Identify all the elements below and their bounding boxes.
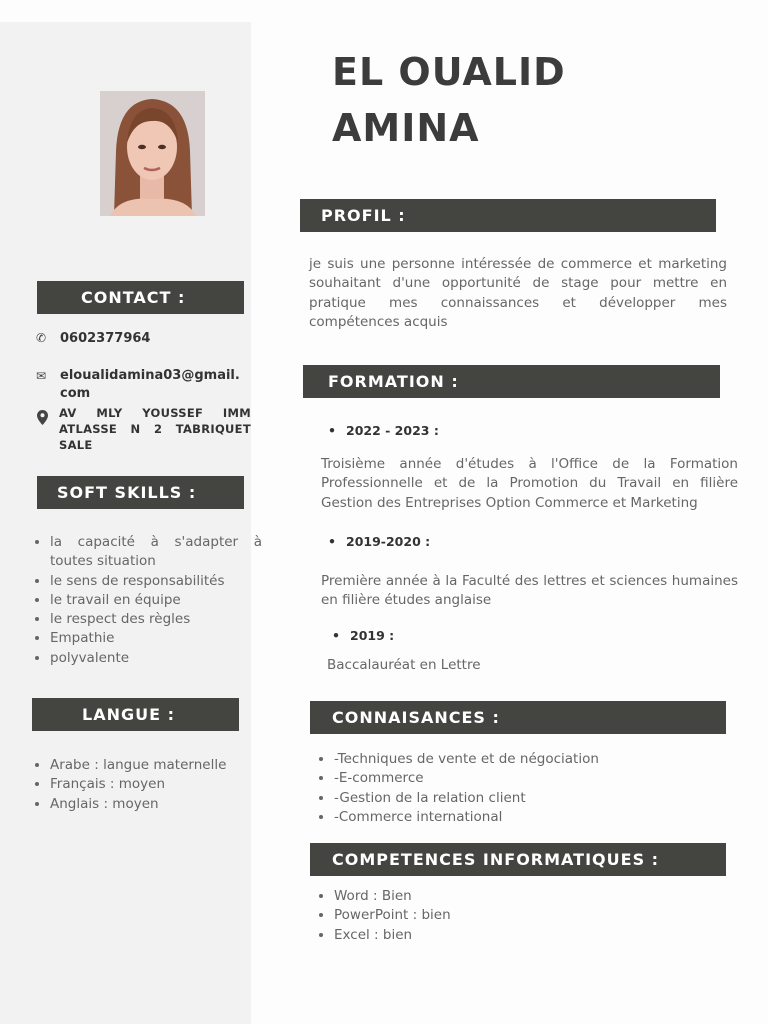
list-item: • le travail en équipe [50,591,262,610]
profil-text: je suis une personne intéressée de commerce et marketing souhaitant d'une opportunité de stage pour mettre en pratique mes connaissances et développer mes compétences acquis [309,256,727,330]
name-line-2: AMINA [332,106,480,150]
soft-skills-list [32,533,262,668]
list-item: • PowerPoint : bien [334,906,734,925]
formation-year: • 2022 - 2023 : [328,423,439,438]
list-item: • -Techniques de vente et de négociation [334,750,734,769]
name-line-1: EL OUALID [332,50,566,94]
section-header-profil [300,199,716,232]
section-header-connaisances [310,701,726,734]
envelope-icon: ✉ [36,369,47,383]
contact-address: AV MLY YOUSSEF IMM ATLASSE N 2 TABRIQUET SALE [59,406,251,452]
list-item: • Word : Bien [334,887,734,906]
section-title: PROFIL : [321,206,406,225]
formation-description: Baccalauréat en Lettre [327,657,481,673]
email-line-1: eloualidamina03@gmail. [60,368,240,383]
list-item: • -E-commerce [334,769,734,788]
list-item: • Empathie [50,629,262,648]
section-header-soft-skills [37,476,244,509]
section-header-contact [37,281,244,314]
contact-phone [36,331,150,346]
list-item: • Français : moyen [50,775,262,794]
list-item: • Arabe : langue maternelle [50,756,262,775]
section-title: CONNAISANCES : [332,708,500,727]
formation-year: • 2019-2020 : [328,534,430,549]
list-item: • -Gestion de la relation client [334,789,734,808]
phone-icon: ✆ [36,331,47,345]
list-item: • le sens de responsabilités [50,572,262,591]
applicant-name [332,44,566,156]
profile-photo [100,91,205,216]
section-title: SOFT SKILLS : [57,483,197,502]
section-title: COMPETENCES INFORMATIQUES : [332,850,660,869]
list-item: • Excel : bien [334,926,734,945]
section-header-langue [32,698,239,731]
competences-list [316,887,734,945]
connaisances-list [316,750,734,827]
email-line-2: com [60,386,91,401]
list-item: • Anglais : moyen [50,795,262,814]
contact-email [36,367,240,403]
phone-number: 0602377964 [60,331,151,346]
list-item: • polyvalente [50,649,262,668]
section-header-competences [310,843,726,876]
langue-list [32,756,262,814]
section-title: LANGUE : [82,705,175,724]
section-title: CONTACT : [81,288,186,307]
map-pin-icon [37,410,48,429]
formation-year: • 2019 : [332,628,394,643]
list-item: • -Commerce international [334,808,734,827]
formation-description: Troisième année d'études à l'Office de la Formation Professionnelle et de la Promotion du Travail en filière Gestion des Entreprises Option Commerce et Marketing [321,456,738,511]
list-item: • la capacité à s'adapter à toutes situation [50,533,262,572]
section-header-formation [303,365,720,398]
section-title: FORMATION : [328,372,459,391]
list-item: • le respect des règles [50,610,262,629]
formation-description: Première année à la Faculté des lettres et sciences humaines en filière études anglaise [321,573,738,609]
email-address [60,367,240,403]
